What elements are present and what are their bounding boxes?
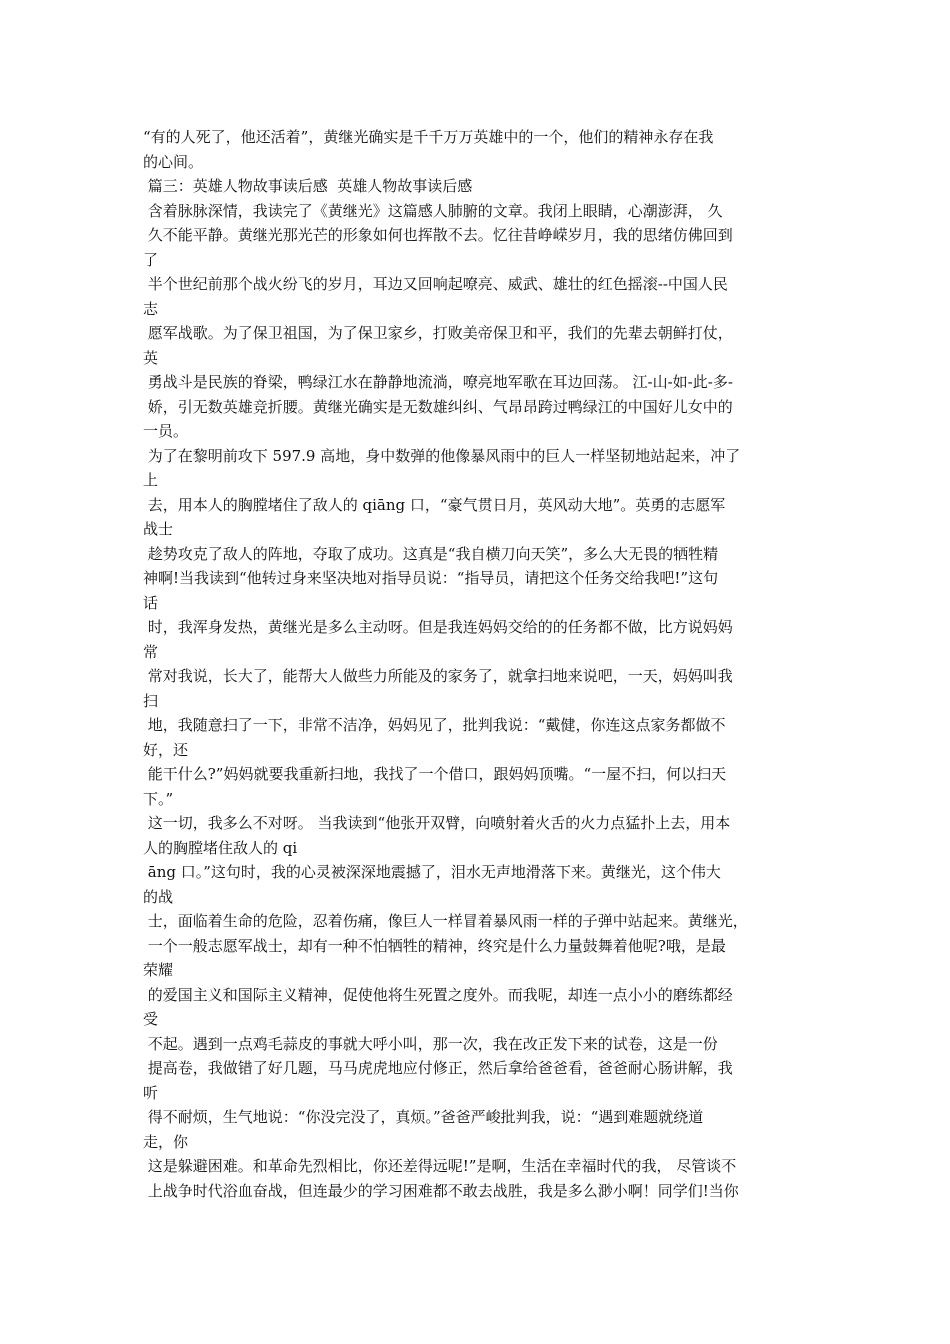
article-text: [143, 125, 813, 1203]
text-line: āng 口。”这句时，我的心灵被深深地震撼了，泪水无声地滑落下来。黄继光，这个伟大: [143, 863, 721, 881]
text-line: 走，你: [143, 1132, 189, 1151]
text-line: 去，用本人的胸膛堵住了敌人的 qiāng 口，“豪气贯日月，英风动大地”。英勇的志愿军: [143, 495, 726, 514]
text-line: 常: [143, 642, 159, 661]
text-line: 扫: [143, 691, 159, 710]
text-line: 听: [143, 1083, 159, 1102]
text-line: 好，还: [143, 740, 189, 759]
text-line: 了: [143, 250, 159, 269]
text-line: 得不耐烦，生气地说：“你没完没了，真烦。”爸爸严峻批判我，说：“遇到难题就绕道: [143, 1108, 704, 1126]
text-line: 神啊!当我读到“他转过身来坚决地对指导员说：“指导员，请把这个任务交给我吧!”这句: [143, 569, 719, 587]
text-line: 荣耀: [143, 961, 174, 979]
text-line: 上战争时代浴血奋战，但连最少的学习困难都不敢去战胜，我是多么渺小啊！同学们!当你: [143, 1181, 739, 1200]
text-line: 志: [143, 299, 159, 318]
text-line: 不起。遇到一点鸡毛蒜皮的事就大呼小叫，那一次，我在改正发下来的试卷，这是一份: [143, 1034, 718, 1053]
text-line: 英: [143, 348, 159, 367]
text-line: 下。”: [143, 789, 174, 808]
text-line: 能干什么?”妈妈就要我重新扫地，我找了一个借口，跟妈妈顶嘴。“一屋不扫，何以扫天: [143, 765, 727, 783]
text-line: 含着脉脉深情，我读完了《黄继光》这篇感人肺腑的文章。我闭上眼睛，心潮澎湃， 久: [143, 201, 723, 220]
text-line: 上: [143, 471, 159, 489]
text-line: 篇三：英雄人物故事读后感 英雄人物故事读后感: [143, 177, 473, 195]
text-line: 一员。: [143, 422, 189, 440]
text-line: 娇，引无数英雄竞折腰。黄继光确实是无数雄纠纠、气昂昂跨过鸭绿江的中国好儿女中的: [143, 397, 733, 416]
text-line: 提高卷，我做错了好几题，马马虎虎地应付修正，然后拿给爸爸看，爸爸耐心肠讲解，我: [143, 1059, 733, 1077]
text-line: 常对我说，长大了，能帮大人做些力所能及的家务了，就拿扫地来说吧，一天，妈妈叫我: [143, 667, 733, 685]
text-line: 的心间。: [143, 152, 204, 171]
text-line: 人的胸膛堵住敌人的 qi: [143, 838, 298, 857]
text-line: 话: [143, 593, 159, 612]
text-line: “有的人死了，他还活着”，黄继光确实是千千万万英雄中的一个，他们的精神永存在我: [143, 128, 714, 146]
text-line: 愿军战歌。为了保卫祖国，为了保卫家乡，打败美帝保卫和平，我们的先辈去朝鲜打仗，: [143, 324, 733, 342]
text-line: 这一切，我多么不对呀。 当我读到“他张开双臂，向喷射着火舌的火力点猛扑上去，用本: [143, 814, 731, 832]
text-line: 的战: [143, 887, 174, 906]
text-line: 为了在黎明前攻下 597.9 高地，身中数弹的他像暴风雨中的巨人一样坚韧地站起来，冲了: [143, 446, 741, 465]
text-line: 久不能平静。黄继光那光芒的形象如何也挥散不去。忆往昔峥嵘岁月，我的思绪仿佛回到: [143, 226, 733, 244]
text-line: 半个世纪前那个战火纷飞的岁月，耳边又回响起嘹亮、威武、雄壮的红色摇滚--中国人民: [143, 275, 728, 293]
text-line: 受: [143, 1010, 159, 1028]
text-line: 趁势攻克了敌人的阵地，夺取了成功。这真是“我自横刀向天笑”，多么大无畏的牺牲精: [143, 544, 719, 563]
text-line: 士，面临着生命的危险，忍着伤痛，像巨人一样冒着暴风雨一样的子弹中站起来。黄继光，: [143, 912, 748, 930]
text-line: 这是躲避困难。和革命先烈相比，你还差得远呢!”是啊，生活在幸福时代的我， 尽管谈不: [143, 1157, 737, 1175]
text-line: 战士: [143, 520, 174, 538]
text-line: 地，我随意扫了一下，非常不洁净，妈妈见了，批判我说：“戴健，你连这点家务都做不: [143, 716, 726, 734]
text-line: 一个一般志愿军战士，却有一种不怕牺牲的精神，终究是什么力量鼓舞着他呢?哦，是最: [143, 936, 726, 955]
text-line: 时，我浑身发热，黄继光是多么主动呀。但是我连妈妈交给的的任务都不做，比方说妈妈: [143, 618, 733, 636]
text-line: 勇战斗是民族的脊梁，鸭绿江水在静静地流淌，嘹亮地军歌在耳边回荡。 江-山-如-此-多-: [143, 373, 733, 391]
text-line: 的爱国主义和国际主义精神，促使他将生死置之度外。而我呢，却连一点小小的磨练都经: [143, 985, 733, 1004]
